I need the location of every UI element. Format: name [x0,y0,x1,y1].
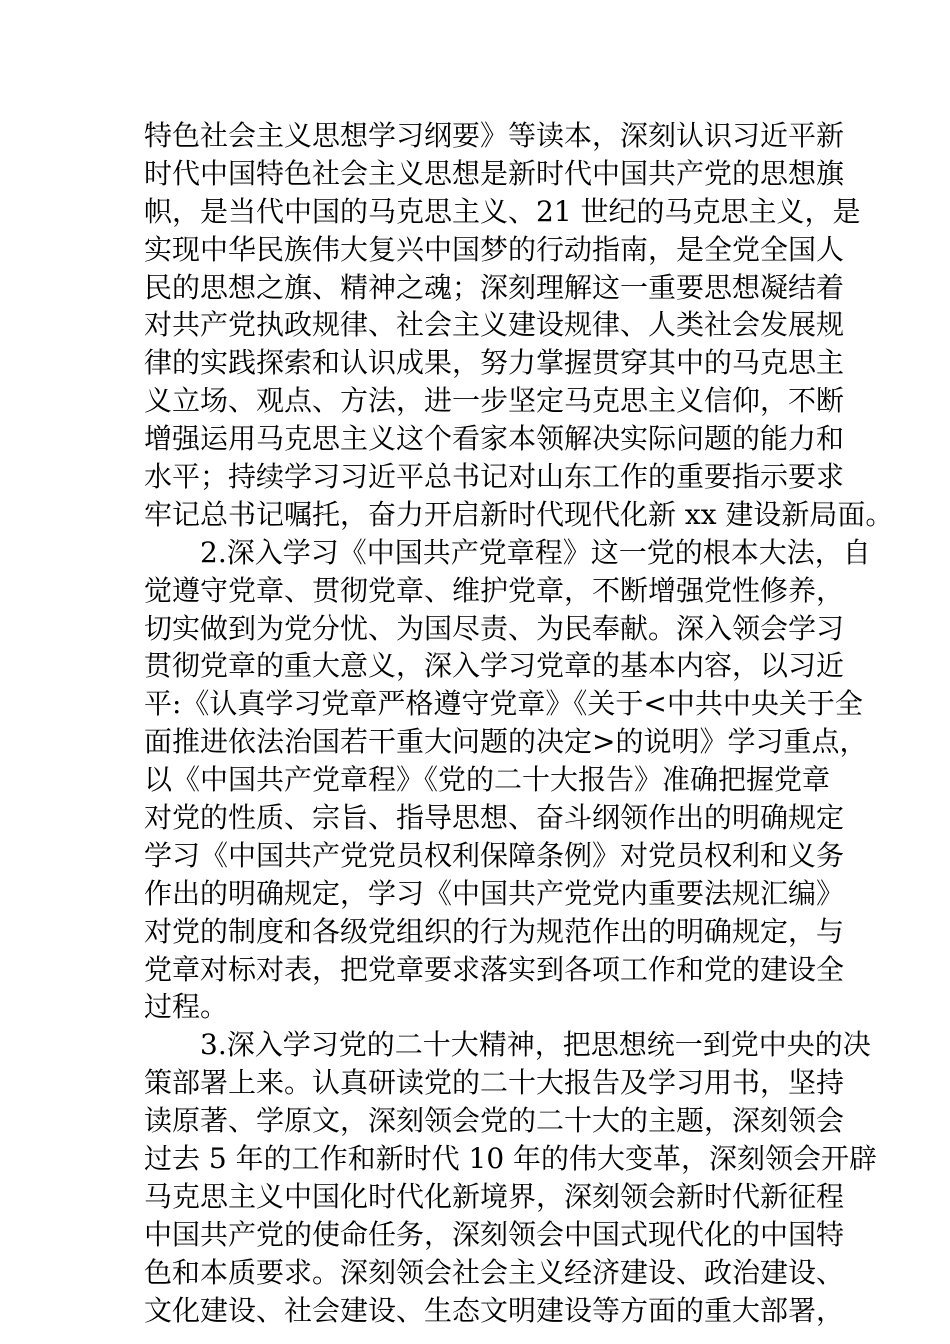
text-line: 对党的性质、宗旨、指导思想、奋斗纲领作出的明确规定 [144,801,845,835]
text-line: 党章对标对表，把党章要求落实到各项工作和党的建设全 [144,952,845,986]
paragraph-2 [144,534,871,1027]
text-line: 马克思主义中国化时代化新境界，深刻领会新时代新征程 [144,1179,845,1213]
text-line: 义立场、观点、方法，进一步坚定马克思主义信仰，不断 [144,384,845,418]
text-line: 时代中国特色社会主义思想是新时代中国共产党的思想旗 [144,156,845,190]
text-line: 平:《认真学习党章严格遵守党章》《关于<中共中央关于全 [144,687,863,721]
text-line: 学习《中国共产党党员权利保障条例》对党员权利和义务 [144,838,845,872]
text-line: 牢记总书记嘱托，奋力开启新时代现代化新 xx 建设新局面。 [144,497,894,531]
text-line: 实现中华民族伟大复兴中国梦的行动指南，是全党全国人 [144,232,845,266]
paragraph-continued [144,117,894,534]
text-line: 面推进依法治国若干重大问题的决定>的说明》学习重点， [144,725,868,759]
paragraph-3 [144,1026,878,1329]
text-line: 律的实践探索和认识成果，努力掌握贯穿其中的马克思主 [144,346,845,380]
text-line: 增强运用马克思主义这个看家本领解决实际问题的能力和 [144,422,845,456]
text-line: 过去 5 年的工作和新时代 10 年的伟大变革，深刻领会开辟 [144,1142,878,1176]
text-line: 民的思想之旗、精神之魂；深刻理解这一重要思想凝结着 [144,270,845,304]
text-line: 以《中国共产党章程》《党的二十大报告》准确把握党章 [144,763,831,797]
document-body [144,117,894,1330]
text-line: 切实做到为党分忧、为国尽责、为民奉献。深入领会学习 [144,611,845,645]
text-line: 觉遵守党章、贯彻党章、维护党章，不断增强党性修养， [144,573,845,607]
text-line: 2.深入学习《中国共产党章程》这一党的根本大法，自 [200,535,871,569]
text-line: 对共产党执政规律、社会主义建设规律、人类社会发展规 [144,308,845,342]
text-line: 水平；持续学习习近平总书记对山东工作的重要指示要求 [144,460,845,494]
text-line: 过程。 [144,990,229,1024]
text-line: 策部署上来。认真研读党的二十大报告及学习用书，坚持 [144,1066,845,1100]
text-line: 贯彻党章的重大意义，深入学习党章的基本内容，以习近 [144,649,845,683]
text-line: 作出的明确规定，学习《中国共产党党内重要法规汇编》 [144,876,845,910]
text-line: 读原著、学原文，深刻领会党的二十大的主题，深刻领会 [144,1104,845,1138]
text-line: 对党的制度和各级党组织的行为规范作出的明确规定，与 [144,914,845,948]
text-line: 特色社会主义思想学习纲要》等读本，深刻认识习近平新 [144,119,845,152]
text-line: 3.深入学习党的二十大精神，把思想统一到党中央的决 [200,1028,871,1062]
text-line: 文化建设、社会建设、生态文明建设等方面的重大部署， [144,1293,845,1327]
text-line: 中国共产党的使命任务，深刻领会中国式现代化的中国特 [144,1217,845,1251]
text-line: 帜，是当代中国的马克思主义、21 世纪的马克思主义，是 [144,194,861,228]
text-line: 色和本质要求。深刻领会社会主义经济建设、政治建设、 [144,1255,845,1289]
